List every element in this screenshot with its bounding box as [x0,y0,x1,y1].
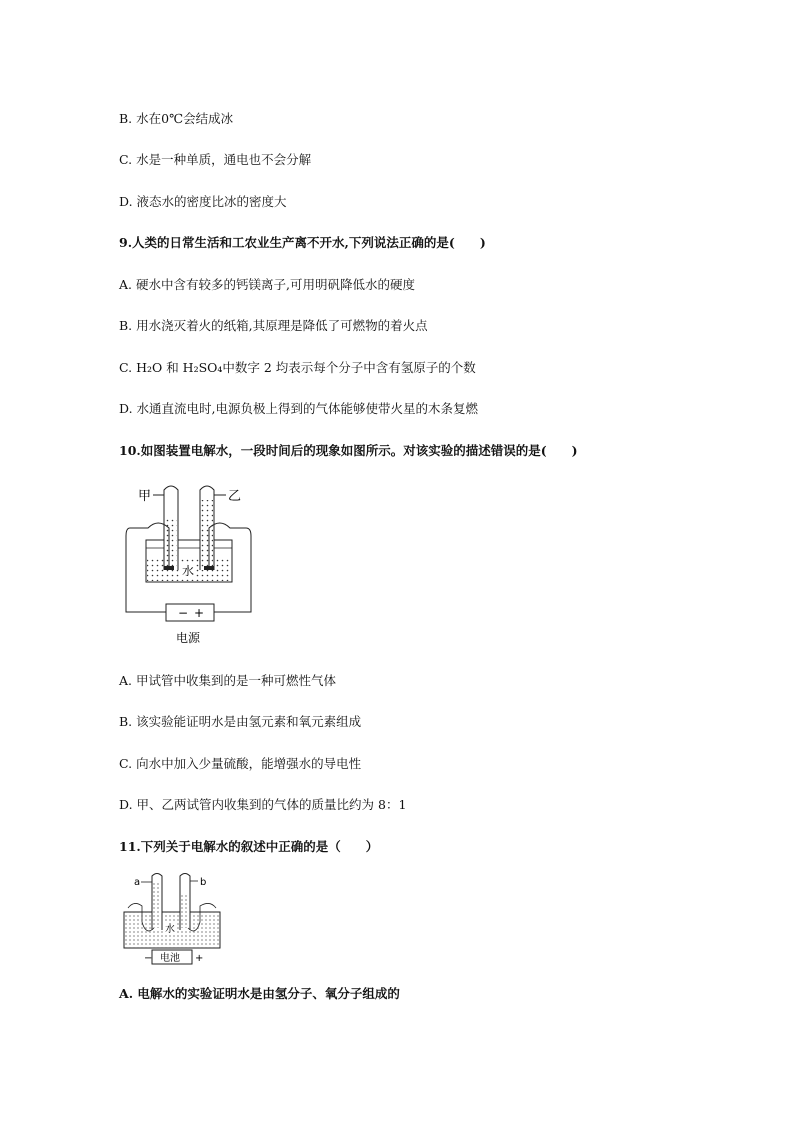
battery-label: 电池 [160,953,180,964]
battery-negative: − [144,953,153,964]
q8-option-c: C. 水是一种单质，通电也不会分解 [119,152,312,167]
battery-positive: + [195,953,204,964]
tube-label-jia: 甲 [138,489,152,504]
q8-option-d: D. 液态水的密度比冰的密度大 [119,194,287,209]
tube-label-yi: 乙 [228,489,242,504]
q10-option-a: A. 甲试管中收集到的是一种可燃性气体 [119,673,336,688]
q10-option-b: B. 该实验能证明水是由氢元素和氧元素组成 [119,714,362,729]
power-source-label: 电源 [176,631,201,645]
q11-option-a: A. 电解水的实验证明水是由氢分子、氧分子组成的 [119,986,400,1001]
water-label-2: 水 [165,924,175,935]
negative-terminal: − [178,606,189,620]
water-label: 水 [182,564,195,578]
electrolysis-battery-figure [120,870,230,970]
q9-stem: 9.人类的日常生活和工农业生产离不开水,下列说法正确的是( ) [119,235,486,250]
q10-stem: 10.如图装置电解水，一段时间后的现象如图所示。对该实验的描述错误的是( ) [119,443,578,458]
q9-option-a: A. 硬水中含有较多的钙镁离子,可用明矾降低水的硬度 [119,277,415,292]
tube-label-a: a [134,877,141,888]
q10-option-d: D. 甲、乙两试管内收集到的气体的质量比约为 8：1 [119,797,407,812]
q11-stem: 11.下列关于电解水的叙述中正确的是（ ） [119,839,379,854]
electrolysis-figure [120,478,260,650]
tube-label-b: b [200,877,207,888]
q10-option-c: C. 向水中加入少量硫酸，能增强水的导电性 [119,756,362,771]
q8-option-b: B. 水在0℃会结成冰 [119,111,234,126]
q9-option-c: C. H₂O 和 H₂SO₄中数字 2 均表示每个分子中含有氢原子的个数 [119,360,476,375]
q9-option-d: D. 水通直流电时,电源负极上得到的气体能够使带火星的木条复燃 [119,401,478,416]
q9-option-b: B. 用水浇灭着火的纸箱,其原理是降低了可燃物的着火点 [119,318,428,333]
positive-terminal: + [194,606,205,620]
